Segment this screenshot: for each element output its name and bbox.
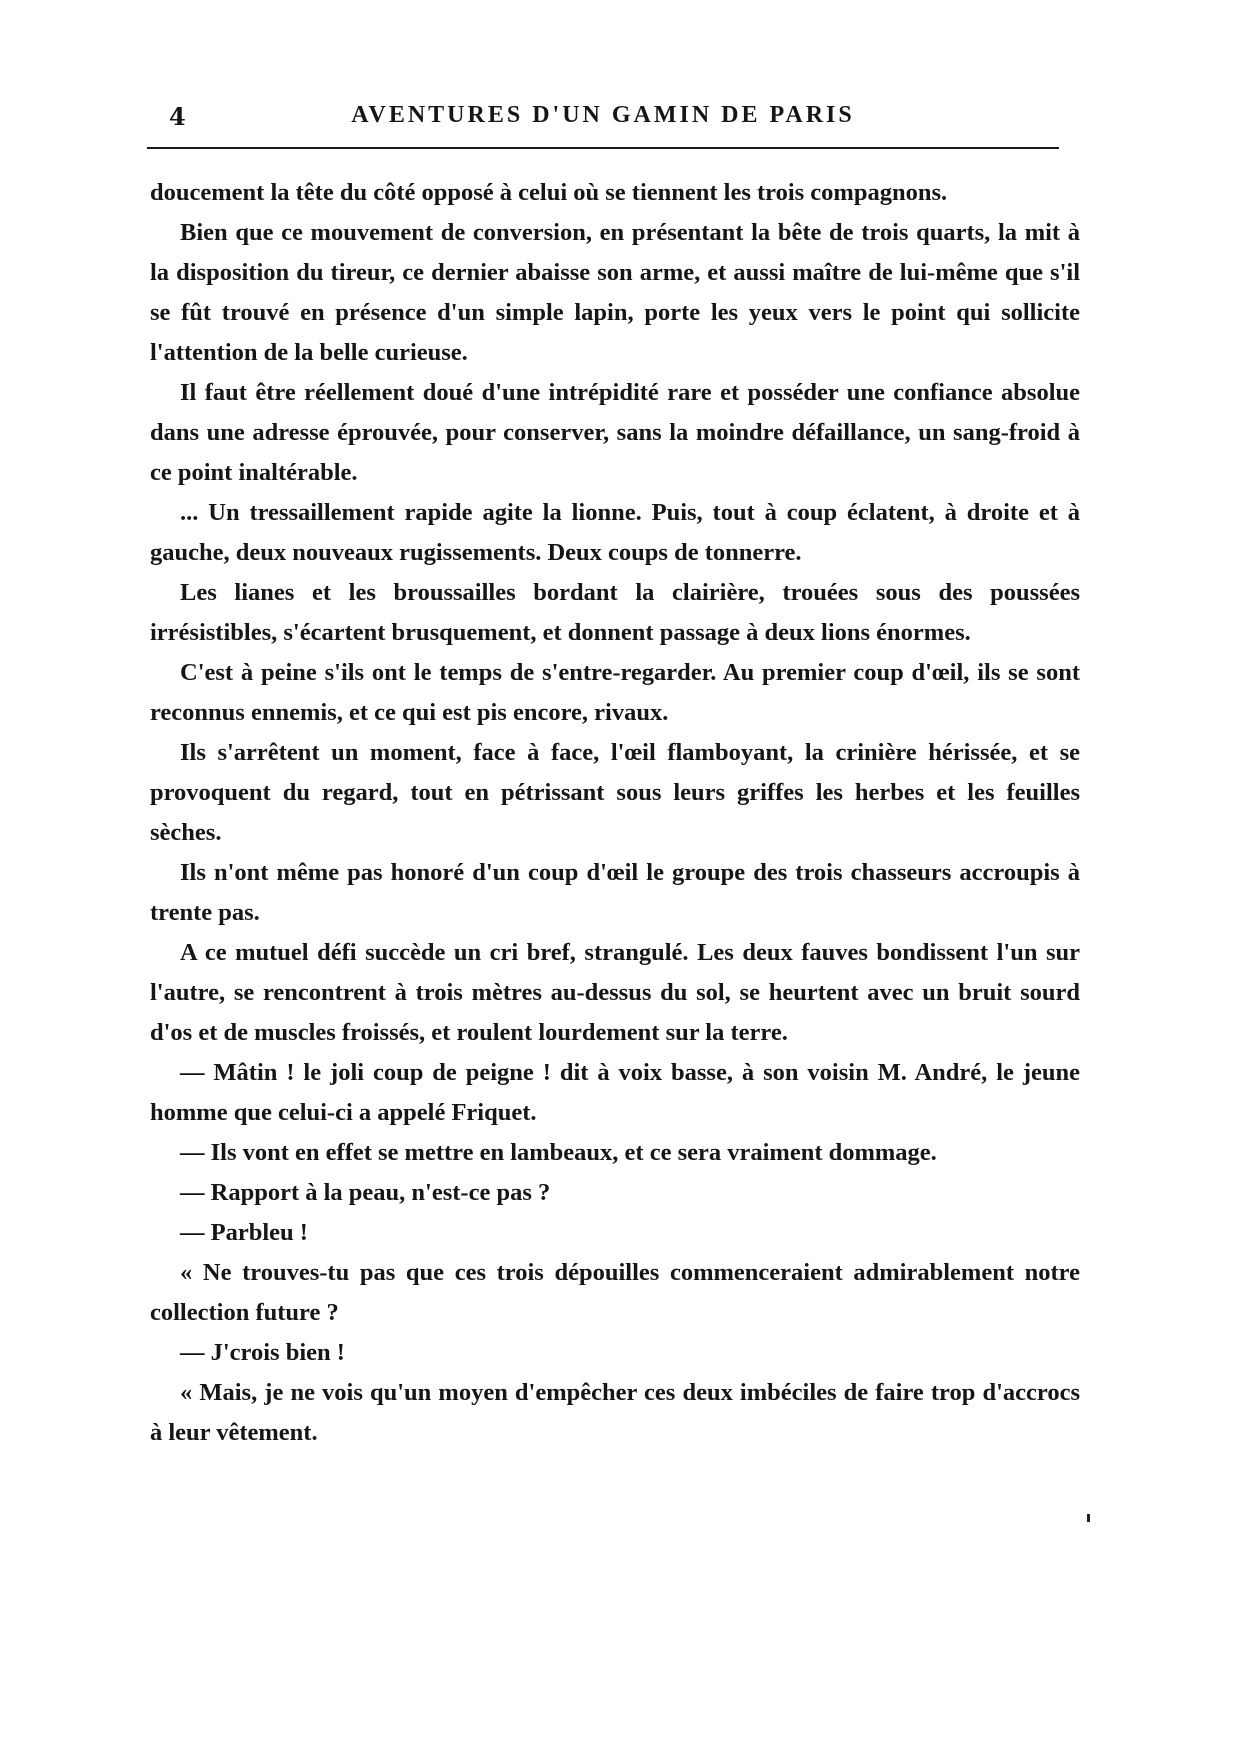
dialogue-line: « Ne trouves-tu pas que ces trois dépouilles commenceraient admirablement notre collection future ? <box>150 1259 1080 1326</box>
running-title: AVENTURES D'UN GAMIN DE PARIS <box>351 102 855 128</box>
dialogue-line: — J'crois bien ! <box>180 1339 345 1366</box>
print-speck <box>1087 1514 1090 1522</box>
dialogue-line: — Ils vont en effet se mettre en lambeaux, et ce sera vraiment dommage. <box>180 1139 937 1166</box>
paragraph: Ils s'arrêtent un moment, face à face, l'œil flamboyant, la crinière hérissée, et se provoquent du regard, tout en pétrissant sous leurs griffes les herbes et les feuilles sèches. <box>150 739 1080 846</box>
paragraph: Ils n'ont même pas honoré d'un coup d'œil le groupe des trois chasseurs accroupis à trente pas. <box>150 859 1080 926</box>
paragraph: doucement la tête du côté opposé à celui où se tiennent les trois compagnons. <box>150 179 948 206</box>
dialogue-line: — Parbleu ! <box>180 1219 308 1246</box>
page-header <box>147 100 1059 140</box>
body-text <box>150 173 1080 1453</box>
dialogue-line: — Rapport à la peau, n'est-ce pas ? <box>180 1179 551 1206</box>
dialogue-line: — Mâtin ! le joli coup de peigne ! dit à voix basse, à son voisin M. André, le jeune homme que celui-ci a appelé Friquet. <box>150 1059 1080 1126</box>
paragraph: Bien que ce mouvement de conversion, en présentant la bête de trois quarts, la mit à la disposition du tireur, ce dernier abaisse son arme, et aussi maître de lui-même que s'il se fût trouvé en présence d'un simple lapin, porte les yeux vers le point qui sollicite l'attention de la belle curieuse. <box>150 219 1080 366</box>
paragraph: C'est à peine s'ils ont le temps de s'entre-regarder. Au premier coup d'œil, ils se sont reconnus ennemis, et ce qui est pis encore, rivaux. <box>150 659 1080 726</box>
header-rule <box>147 147 1059 149</box>
paragraph: ... Un tressaillement rapide agite la lionne. Puis, tout à coup éclatent, à droite et à gauche, deux nouveaux rugissements. Deux coups de tonnerre. <box>150 499 1080 566</box>
paragraph: Il faut être réellement doué d'une intrépidité rare et posséder une confiance absolue dans une adresse éprouvée, pour conserver, sans la moindre défaillance, un sang-froid à ce point inaltérable. <box>150 379 1080 486</box>
paragraph: A ce mutuel défi succède un cri bref, strangulé. Les deux fauves bondissent l'un sur l'autre, se rencontrent à trois mètres au-dessus du sol, se heurtent avec un bruit sourd d'os et de muscles froissés, et roulent lourdement sur la terre. <box>150 939 1080 1046</box>
page-number: 4 <box>169 102 186 131</box>
dialogue-line: « Mais, je ne vois qu'un moyen d'empêcher ces deux imbéciles de faire trop d'accrocs à leur vêtement. <box>150 1379 1080 1446</box>
paragraph: Les lianes et les broussailles bordant la clairière, trouées sous des poussées irrésistibles, s'écartent brusquement, et donnent passage à deux lions énormes. <box>150 579 1080 646</box>
